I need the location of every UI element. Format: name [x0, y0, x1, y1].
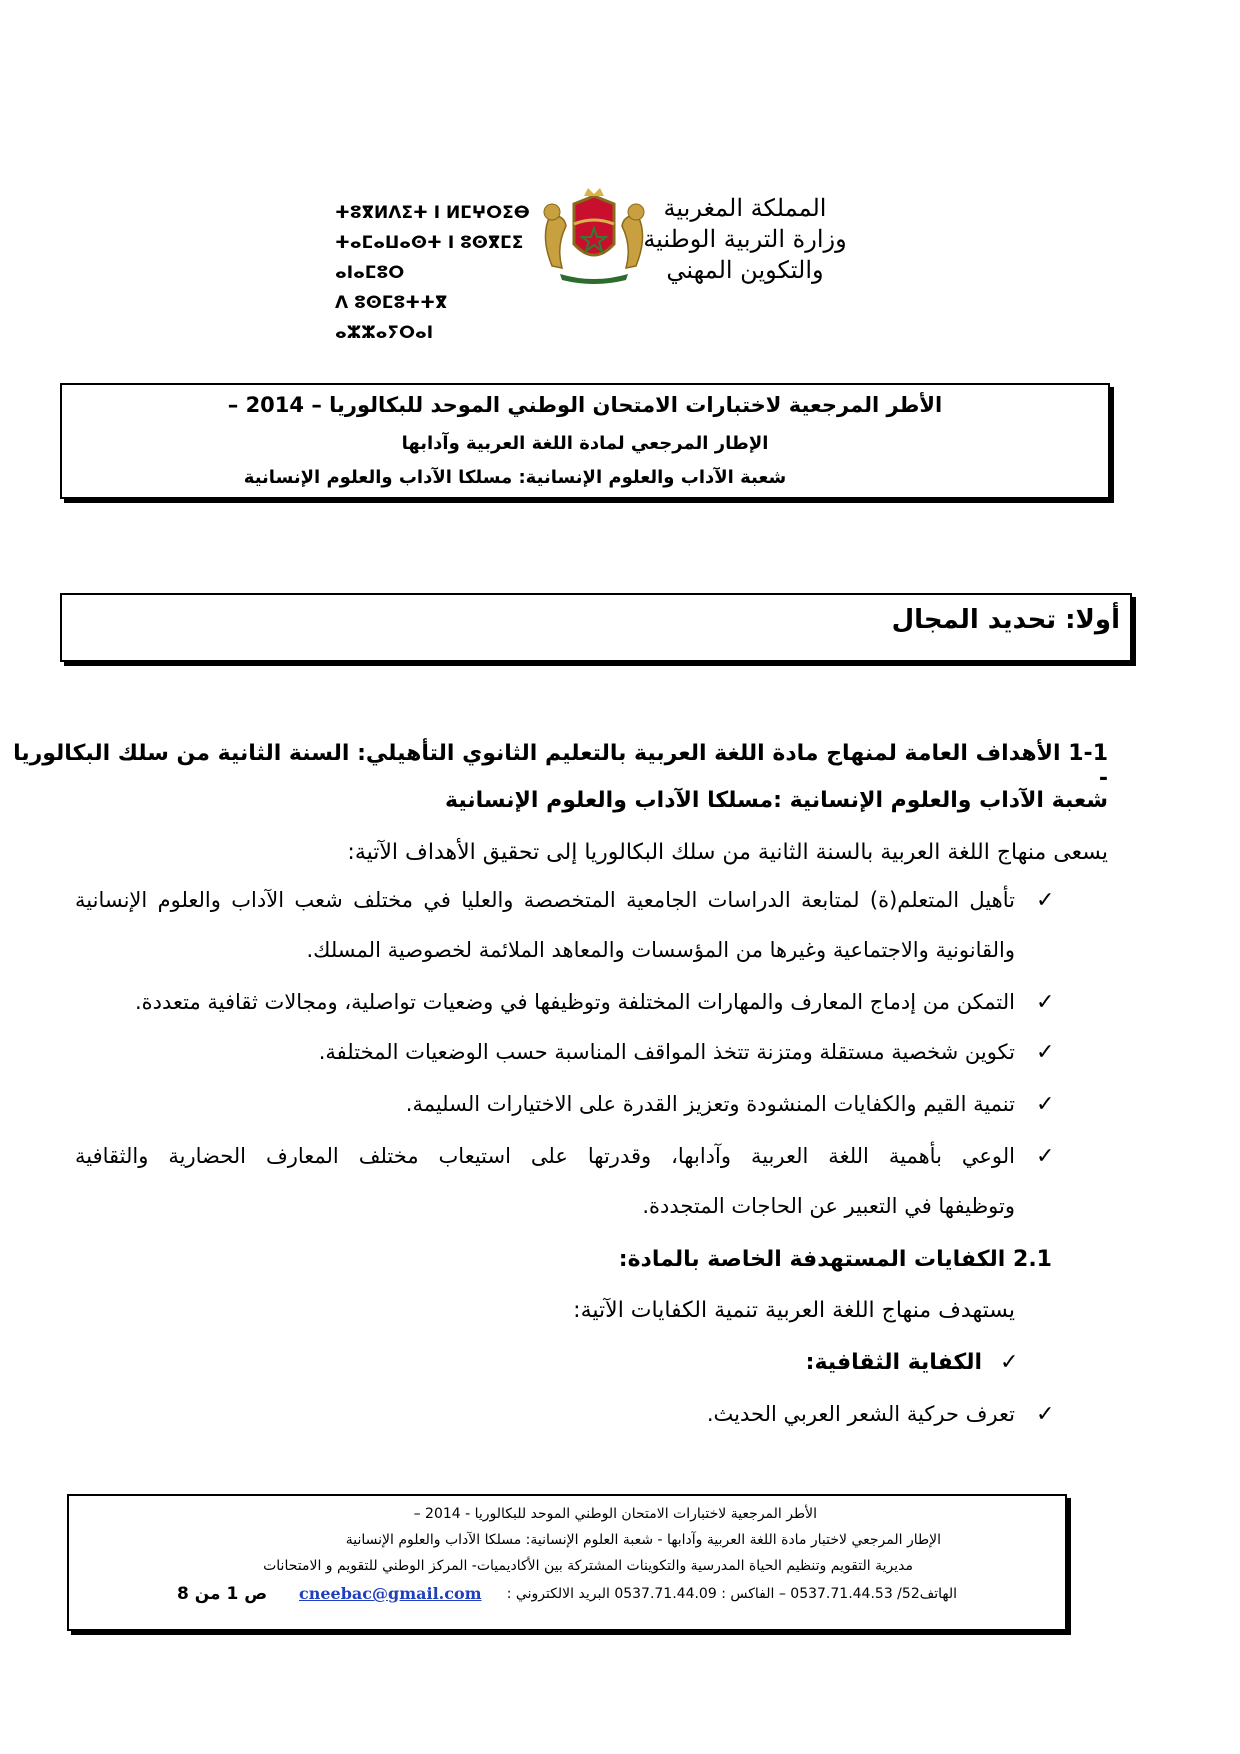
footer-line-3: مديرية التقويم وتنظيم الحياة المدرسية والتكوينات المشتركة بين الأكاديميات- المركز الوطني للتقويم و الامتحانات	[263, 1558, 913, 1574]
footer-email-link[interactable]: cneebac@gmail.com	[299, 1584, 482, 1603]
goal-item-1-line-2: والقانونية والاجتماعية وغيرها من المؤسسات والمعاهد الملائمة لخصوصية المسلك.	[306, 938, 1015, 962]
check-icon: ✓	[1000, 1350, 1019, 1375]
section-title: أولا: تحديد المجال	[891, 605, 1120, 635]
goal-item-3: تكوين شخصية مستقلة ومتزنة تتخذ المواقف المناسبة حسب الوضعيات المختلفة.	[318, 1040, 1015, 1064]
page-number: ص 1 من 8	[177, 1584, 268, 1604]
check-icon: ✓	[1036, 1402, 1055, 1427]
section-title-box	[60, 593, 1132, 662]
footer-line-1: الأطر المرجعية لاختبارات الامتحان الوطني الموحد للبكالوريا - 2014 –	[413, 1506, 817, 1522]
kingdom-name: المملكة المغربية	[663, 194, 827, 222]
competencies-heading: 2.1 الكفايات المستهدفة الخاصة بالمادة:	[618, 1247, 1052, 1272]
arabic-ministry-name	[640, 193, 850, 286]
cultural-competency-item-1: تعرف حركية الشعر العربي الحديث.	[706, 1402, 1015, 1426]
document-title-box	[60, 383, 1110, 499]
goal-item-4: تنمية القيم والكفايات المنشودة وتعزيز القدرة على الاختيارات السليمة.	[405, 1092, 1015, 1116]
goal-item-1-line-1: تأهيل المتعلم(ة) لمتابعة الدراسات الجامعية المتخصصة والعليا في مختلف شعب الآداب والعلوم الإنسانية	[75, 888, 1015, 912]
document-stream: شعبة الآداب والعلوم الإنسانية: مسلكا الآداب والعلوم الإنسانية	[243, 467, 787, 488]
document-title: الأطر المرجعية لاختبارات الامتحان الوطني الموحد للبكالوريا – 2014 –	[227, 393, 943, 417]
check-icon: ✓	[1036, 1092, 1055, 1117]
tifinagh-ministry-name	[335, 198, 545, 348]
check-icon: ✓	[1036, 888, 1055, 913]
goals-heading-line-1: 1-1 الأهداف العامة لمنهاج مادة اللغة العربية بالتعليم الثانوي التأهيلي: السنة الثانية من سلك البكالوريا -	[13, 741, 1108, 791]
goals-heading-line-2: شعبة الآداب والعلوم الإنسانية :مسلكا الآداب والعلوم الإنسانية	[445, 788, 1108, 813]
check-icon: ✓	[1036, 990, 1055, 1015]
ministry-name: وزارة التربية الوطنية	[643, 225, 847, 253]
footer-contact: الهاتف52/ 0537.71.44.53 – الفاكس : 0537.71.44.09 البريد الالكتروني :	[506, 1586, 957, 1602]
ministry-name-cont: والتكوين المهني	[666, 256, 824, 284]
goal-item-2: التمكن من إدماج المعارف والمهارات المختلفة وتوظيفها في وضعيات تواصلية، ومجالات ثقافية متعددة.	[134, 990, 1015, 1014]
goal-item-5-line-2: وتوظيفها في التعبير عن الحاجات المتجددة.	[642, 1194, 1015, 1218]
goal-item-5-line-1: الوعي بأهمية اللغة العربية وآدابها، وقدرتها على استيعاب مختلف المعارف الحضارية والثقافية	[75, 1144, 1015, 1168]
goals-intro: يسعى منهاج اللغة العربية بالسنة الثانية من سلك البكالوريا إلى تحقيق الأهداف الآتية:	[347, 840, 1108, 865]
footer-box	[67, 1494, 1067, 1631]
cultural-competency-heading: الكفاية الثقافية:	[805, 1350, 982, 1375]
check-icon: ✓	[1036, 1144, 1055, 1169]
footer-line-2: الإطار المرجعي لاختبار مادة اللغة العربية وآدابها - شعبة العلوم الإنسانية: مسلكا الآداب والعلوم الإنسانية	[345, 1532, 941, 1548]
tifinagh-line-1: ⵜⵓⴳⵍⴷⵉⵜ ⵏ ⵍⵎⵖⵔⵉⴱ	[335, 203, 530, 223]
document-subtitle: الإطار المرجعي لمادة اللغة العربية وآدابها	[401, 433, 769, 454]
competencies-intro: يستهدف منهاج اللغة العربية تنمية الكفايات الآتية:	[573, 1298, 1015, 1323]
tifinagh-line-3: ⴷ ⵓⵙⵎⵓⵜⵜⴳ ⴰⵣⵣⴰⵢⵔⴰⵏ	[335, 293, 448, 343]
tifinagh-line-2: ⵜⴰⵎⴰⵡⴰⵙⵜ ⵏ ⵓⵙⴳⵎⵉ ⴰⵏⴰⵎⵓⵔ	[335, 233, 524, 283]
check-icon: ✓	[1036, 1040, 1055, 1065]
coat-of-arms-icon	[530, 186, 658, 286]
